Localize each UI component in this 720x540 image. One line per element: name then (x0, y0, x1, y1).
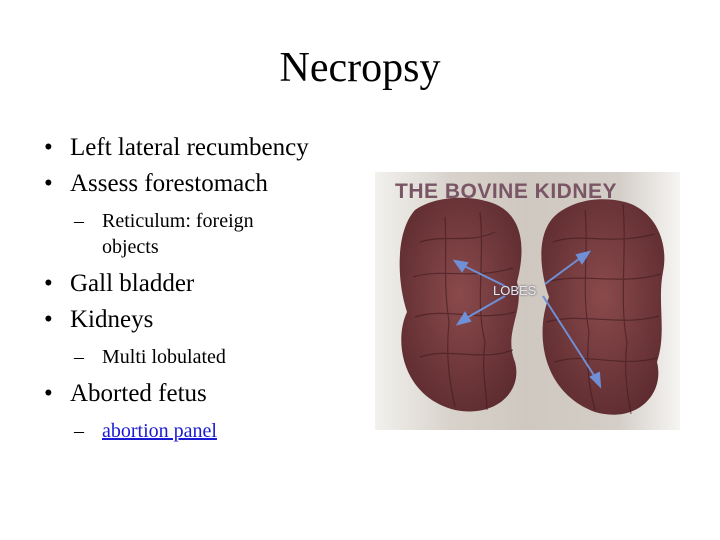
bullet-glyph: • (44, 134, 53, 161)
bullet-gall-bladder (44, 266, 364, 302)
bullet-left-lateral-recumbency (44, 130, 364, 166)
bullet-glyph: • (44, 306, 53, 333)
sub-bullet-text: Reticulum: foreign objects (102, 210, 254, 258)
left-kidney (400, 198, 522, 412)
bullet-glyph: • (44, 270, 53, 297)
dash-glyph: – (74, 210, 84, 232)
abortion-panel-link[interactable]: abortion panel (102, 420, 217, 442)
kidney-illustration (375, 172, 680, 430)
dash-glyph: – (74, 420, 84, 442)
bullet-text: Kidneys (70, 306, 154, 333)
bullet-text: Left lateral recumbency (70, 134, 309, 161)
bullet-text: Assess forestomach (70, 170, 268, 197)
bovine-kidney-image (375, 172, 680, 430)
bullet-text: Aborted fetus (70, 380, 207, 407)
figure-label-lobes: LOBES (493, 283, 537, 298)
sub-bullet-multi-lobulated (74, 344, 312, 370)
bullet-text: Gall bladder (70, 270, 195, 297)
bullet-assess-forestomach (44, 166, 364, 202)
sub-bullet-abortion-panel (74, 418, 312, 444)
bullet-aborted-fetus (44, 376, 364, 412)
sub-bullet-reticulum (74, 208, 312, 260)
bullet-glyph: • (44, 380, 53, 407)
figure-title: THE BOVINE KIDNEY (395, 180, 618, 203)
dash-glyph: – (74, 346, 84, 368)
bullet-list (44, 130, 364, 450)
bullet-kidneys (44, 302, 364, 338)
slide-title: Necropsy (279, 45, 441, 91)
bullet-glyph: • (44, 170, 53, 197)
sub-bullet-text: Multi lobulated (102, 346, 226, 368)
right-kidney (541, 199, 664, 414)
